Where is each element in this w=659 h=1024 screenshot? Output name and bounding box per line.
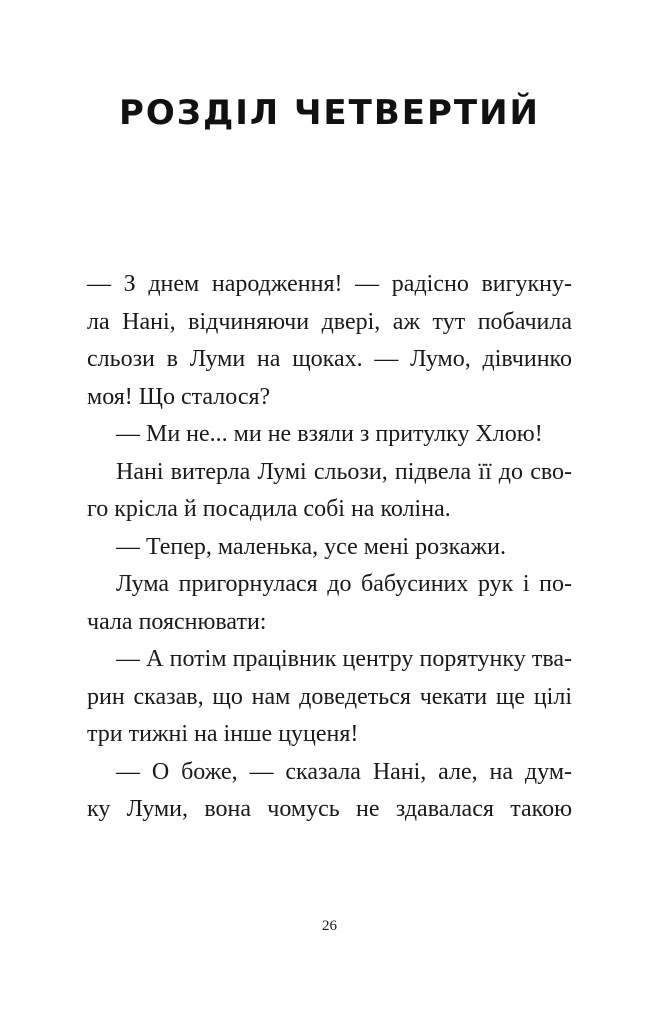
text-line: — З днем народження! — радісно вигукну- xyxy=(87,271,572,297)
text-line: — Ми не... ми не взяли з притулку Хлою! xyxy=(116,421,543,447)
text-line: моя! Що сталося? xyxy=(87,383,271,410)
text-line: три тижні на інше цуценя! xyxy=(87,721,359,747)
text-line: — А потім працівник центру порятунку тва- xyxy=(116,646,572,672)
text-line: Нані витерла Лумі сльози, підвела її до сво- xyxy=(116,458,572,485)
text-line: ла Нані, відчиняючи двері, аж тут побачила xyxy=(87,308,572,335)
text-line: ку Луми, вона чомусь не здавалася такою xyxy=(87,796,572,822)
chapter-title: РОЗДІЛ ЧЕТВЕРТИЙ xyxy=(118,93,541,133)
text-line: сльози в Луми на щоках. — Лумо, дівчинко xyxy=(87,346,572,372)
text-line: чала пояснювати: xyxy=(87,608,267,635)
page-number: 26 xyxy=(322,918,337,934)
text-line: рин сказав, що нам доведеться чекати ще цілі xyxy=(87,683,572,710)
body-text xyxy=(87,266,572,829)
text-line: Лума пригорнулася до бабусиних рук і по- xyxy=(116,571,572,597)
text-line: — Тепер, маленька, усе мені розкажи. xyxy=(116,533,506,560)
text-line: го крісла й посадила собі на коліна. xyxy=(87,496,451,522)
text-line: — О боже, — сказала Нані, але, на дум- xyxy=(116,758,572,785)
